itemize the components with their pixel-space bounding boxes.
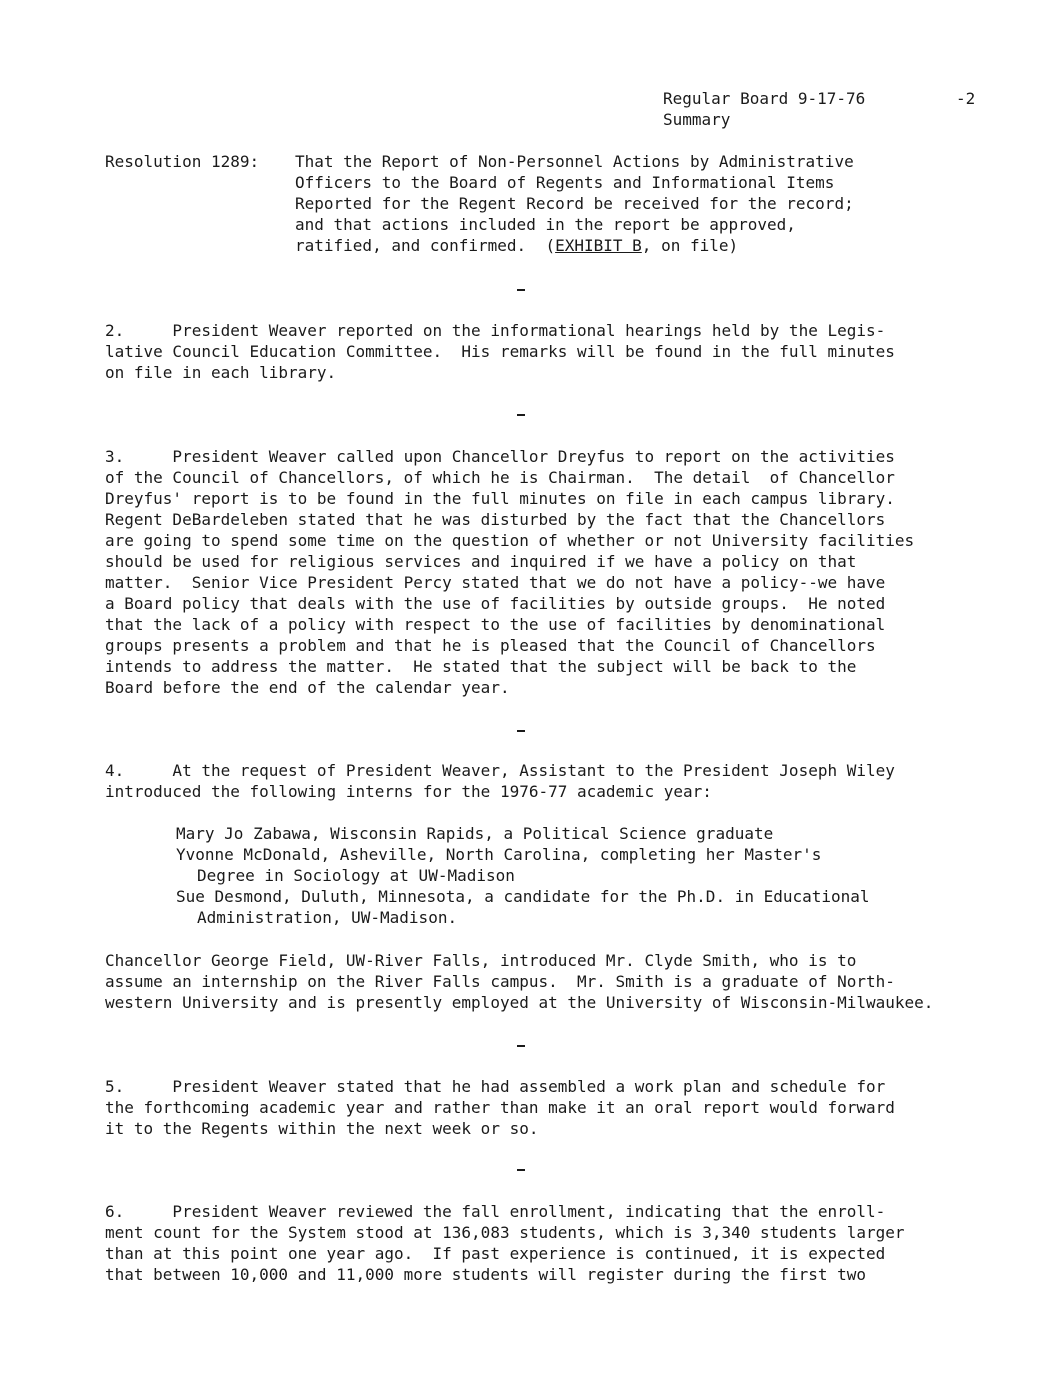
text-line: Reported for the Regent Record be received for the record; bbox=[295, 194, 854, 213]
text-fragment: , on file) bbox=[641, 236, 739, 255]
text-line: intends to address the matter. He stated that the subject will be back to the bbox=[105, 657, 857, 676]
resolution-text bbox=[295, 151, 995, 256]
intern-list bbox=[105, 823, 1005, 928]
text-line: than at this point one year ago. If past experience is continued, it is expected bbox=[105, 1244, 886, 1263]
text-line: the forthcoming academic year and rather than make it an oral report would forward bbox=[105, 1098, 895, 1117]
intern-entry-continued: Administration, UW-Madison. bbox=[197, 908, 458, 927]
section-separator bbox=[517, 289, 525, 291]
text-line: that the lack of a policy with respect to the use of facilities by denominational bbox=[105, 615, 886, 634]
text-line: Chancellor George Field, UW-River Falls, introduced Mr. Clyde Smith, who is to bbox=[105, 951, 857, 970]
section-separator bbox=[517, 414, 525, 416]
item-2 bbox=[105, 320, 1005, 383]
section-separator bbox=[517, 730, 525, 732]
intern-entry-continued: Degree in Sociology at UW-Madison bbox=[197, 866, 515, 885]
text-line: assume an internship on the River Falls campus. Mr. Smith is a graduate of North- bbox=[105, 972, 895, 991]
exhibit-reference: EXHIBIT B bbox=[555, 236, 642, 255]
item-4 bbox=[105, 760, 1005, 802]
intern-entry: Sue Desmond, Duluth, Minnesota, a candidate for the Ph.D. in Educational bbox=[176, 887, 870, 906]
text-line: ment count for the System stood at 136,083 students, which is 3,340 students larger bbox=[105, 1223, 905, 1242]
page-header bbox=[663, 88, 865, 130]
text-line: matter. Senior Vice President Percy stated that we do not have a policy--we have bbox=[105, 573, 886, 592]
item-3 bbox=[105, 446, 1005, 698]
text-line: 4. At the request of President Weaver, Assistant to the President Joseph Wiley bbox=[105, 761, 895, 780]
text-line: 5. President Weaver stated that he had assembled a work plan and schedule for bbox=[105, 1077, 886, 1096]
text-line: That the Report of Non-Personnel Actions by Administrative bbox=[295, 152, 854, 171]
text-fragment: ratified, and confirmed. ( bbox=[295, 236, 556, 255]
text-line: and that actions included in the report be approved, bbox=[295, 215, 796, 234]
text-line: Dreyfus' report is to be found in the full minutes on file in each campus library. bbox=[105, 489, 895, 508]
text-line: 2. President Weaver reported on the informational hearings held by the Legis- bbox=[105, 321, 886, 340]
item-4-closing bbox=[105, 950, 1005, 1013]
text-line bbox=[295, 235, 995, 256]
text-line: groups presents a problem and that he is pleased that the Council of Chancellors bbox=[105, 636, 876, 655]
text-line: are going to spend some time on the question of whether or not University facilities bbox=[105, 531, 915, 550]
text-line: Officers to the Board of Regents and Informational Items bbox=[295, 173, 835, 192]
item-6 bbox=[105, 1201, 1005, 1285]
text-line: 6. President Weaver reviewed the fall enrollment, indicating that the enroll- bbox=[105, 1202, 886, 1221]
text-line: it to the Regents within the next week or so. bbox=[105, 1119, 539, 1138]
text-line: lative Council Education Committee. His remarks will be found in the full minutes bbox=[105, 342, 895, 361]
section-separator bbox=[517, 1169, 525, 1171]
item-5 bbox=[105, 1076, 1005, 1139]
page-number: -2 bbox=[956, 89, 976, 108]
text-line: Board before the end of the calendar year. bbox=[105, 678, 510, 697]
text-line: on file in each library. bbox=[105, 363, 337, 382]
text-line: a Board policy that deals with the use of facilities by outside groups. He noted bbox=[105, 594, 886, 613]
text-line: should be used for religious services and inquired if we have a policy on that bbox=[105, 552, 857, 571]
text-line: of the Council of Chancellors, of which he is Chairman. The detail of Chancellor bbox=[105, 468, 895, 487]
text-line: western University and is presently employed at the University of Wisconsin-Milwaukee. bbox=[105, 993, 934, 1012]
text-line: introduced the following interns for the 1976-77 academic year: bbox=[105, 782, 712, 801]
intern-entry: Yvonne McDonald, Asheville, North Carolina, completing her Master's bbox=[176, 845, 822, 864]
header-summary: Summary bbox=[663, 110, 731, 129]
intern-entry: Mary Jo Zabawa, Wisconsin Rapids, a Political Science graduate bbox=[176, 824, 774, 843]
text-line: 3. President Weaver called upon Chancellor Dreyfus to report on the activities bbox=[105, 447, 895, 466]
text-line: that between 10,000 and 11,000 more students will register during the first two bbox=[105, 1265, 866, 1284]
section-separator bbox=[517, 1045, 525, 1047]
resolution-label: Resolution 1289: bbox=[105, 152, 260, 171]
header-meeting: Regular Board 9-17-76 bbox=[663, 89, 866, 108]
text-line: Regent DeBardeleben stated that he was disturbed by the fact that the Chancellors bbox=[105, 510, 886, 529]
